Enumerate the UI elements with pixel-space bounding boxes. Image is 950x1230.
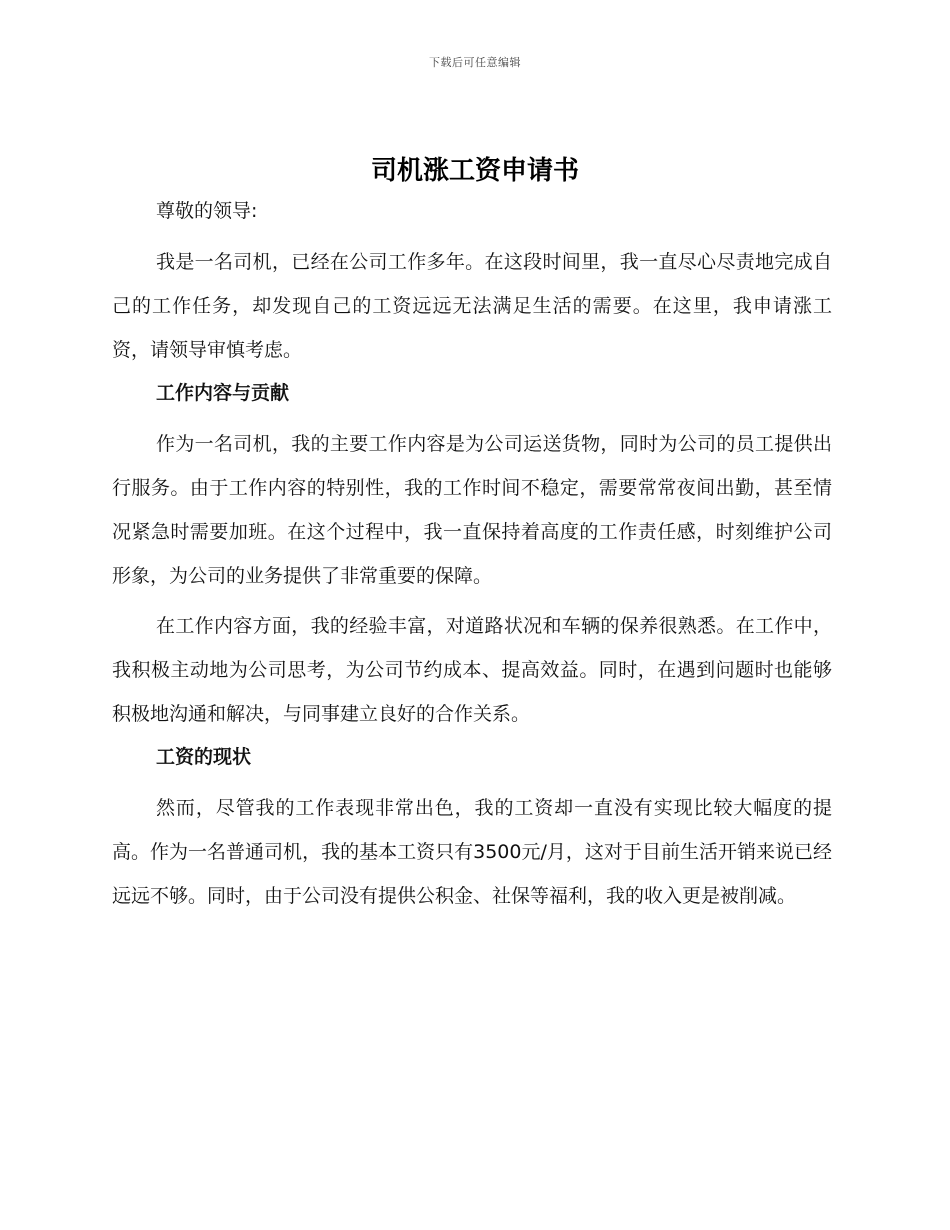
salutation: 尊敬的领导:: [156, 200, 258, 222]
work-paragraph-1: 作为一名司机，我的主要工作内容是为公司运送货物，同时为公司的员工提供出行服务。由于工作内容的特别性，我的工作时间不稳定，需要常常夜间出勤，甚至情况紧急时需要加班。在这个过程中，我一直保持着高度的工作责任感，时刻维护公司形象，为公司的业务提供了非常重要的保障。: [112, 433, 832, 587]
document-body: [112, 196, 832, 924]
header-note: 下载后可任意编辑: [429, 56, 521, 69]
section-heading-salary: 工资的现状: [156, 746, 252, 768]
salary-paragraph-1: 然而，尽管我的工作表现非常出色，我的工资却一直没有实现比较大幅度的提高。作为一名普通司机，我的基本工资只有3500元/月，这对于目前生活开销来说已经远远不够。同时，由于公司没有提供公积金、社保等福利，我的收入更是被削减。: [112, 797, 832, 907]
intro-paragraph: 我是一名司机，已经在公司工作多年。在这段时间里，我一直尽心尽责地完成自己的工作任务，却发现自己的工资远远无法满足生活的需要。在这里，我申请涨工资，请领导审慎考虑。: [112, 251, 832, 361]
section-heading-work: 工作内容与贡献: [156, 382, 290, 404]
document-title: 司机涨工资申请书: [370, 156, 579, 186]
work-paragraph-2: 在工作内容方面，我的经验丰富，对道路状况和车辆的保养很熟悉。在工作中，我积极主动地为公司思考，为公司节约成本、提高效益。同时，在遇到问题时也能够积极地沟通和解决，与同事建立良好的合作关系。: [112, 615, 832, 725]
